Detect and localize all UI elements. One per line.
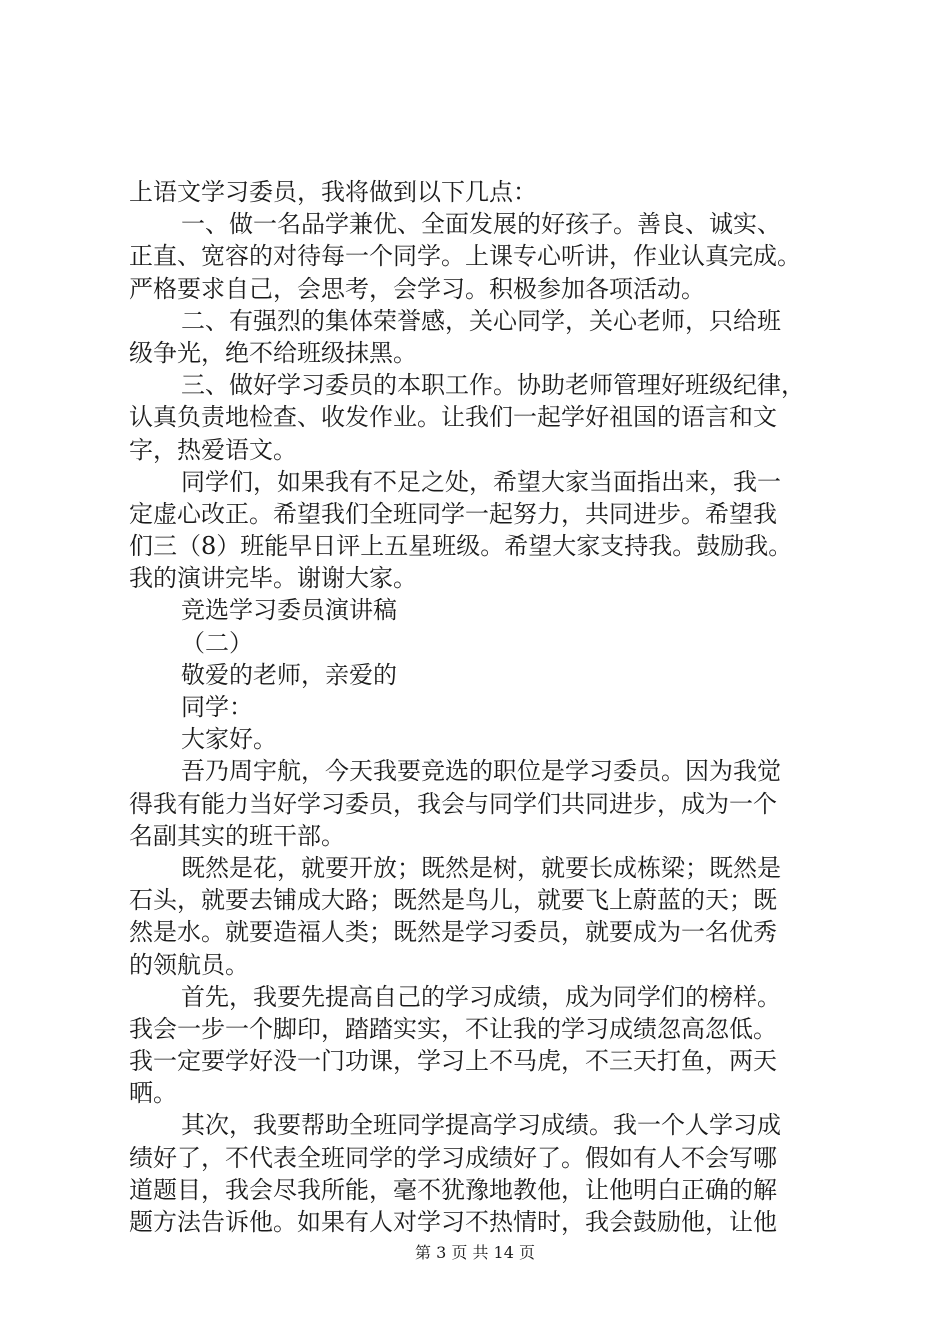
text-line: 首先，我要先提高自己的学习成绩，成为同学们的榜样。: [181, 982, 781, 1011]
text-line: 名副其实的班干部。: [129, 821, 345, 850]
text-line: 级争光，绝不给班级抹黑。: [129, 338, 417, 367]
text-line: 我的演讲完毕。谢谢大家。: [129, 564, 417, 593]
text-line: 敬爱的老师，亲爱的: [181, 660, 397, 689]
text-line: 二、有强烈的集体荣誉感，关心同学，关心老师，只给班: [181, 306, 781, 335]
text-line: 我一定要学好没一门功课，学习上不马虎，不三天打鱼，两天: [129, 1047, 777, 1076]
text-line: 我会一步一个脚印，踏踏实实，不让我的学习成绩忽高忽低。: [129, 1014, 777, 1043]
page-footer: 第 3 页 共 14 页: [415, 1243, 535, 1262]
document-body: [129, 176, 841, 1238]
text-line: 的领航员。: [129, 950, 249, 979]
text-line: 然是水。就要造福人类；既然是学习委员，就要成为一名优秀: [129, 918, 777, 947]
text-line: 正直、宽容的对待每一个同学。上课专心听讲，作业认真完成。: [129, 242, 801, 271]
text-line: 吾乃周宇航，今天我要竞选的职位是学习委员。因为我觉: [181, 757, 781, 786]
text-line: 绩好了，不代表全班同学的学习成绩好了。假如有人不会写哪: [129, 1143, 777, 1172]
text-line: 一、做一名品学兼优、全面发展的好孩子。善良、诚实、: [181, 210, 781, 239]
text-line: 认真负责地检查、收发作业。让我们一起学好祖国的语言和文: [129, 403, 777, 432]
text-line: 大家好。: [181, 725, 277, 754]
text-line: 定虚心改正。希望我们全班同学一起努力，共同进步。希望我: [129, 499, 777, 528]
text-line: 上语文学习委员，我将做到以下几点：: [129, 178, 537, 206]
text-line: （二）: [181, 628, 253, 657]
text-line: 题方法告诉他。如果有人对学习不热情时，我会鼓励他，让他: [129, 1208, 777, 1236]
text-line: 字，热爱语文。: [129, 435, 297, 464]
text-line: 同学们，如果我有不足之处，希望大家当面指出来，我一: [181, 467, 781, 496]
text-line: 严格要求自己，会思考，会学习。积极参加各项活动。: [129, 274, 705, 303]
text-line: 其次，我要帮助全班同学提高学习成绩。我一个人学习成: [181, 1111, 781, 1140]
text-line: 道题目，我会尽我所能，毫不犹豫地教他，让他明白正确的解: [129, 1175, 777, 1204]
text-line: 三、做好学习委员的本职工作。协助老师管理好班级纪律，: [181, 371, 805, 400]
text-line: 既然是花，就要开放；既然是树，就要长成栋梁；既然是: [181, 853, 781, 882]
text-line: 们三（8）班能早日评上五星班级。希望大家支持我。鼓励我。: [129, 532, 793, 561]
text-line: 得我有能力当好学习委员，我会与同学们共同进步，成为一个: [129, 789, 777, 818]
text-line: 石头，就要去铺成大路；既然是鸟儿，就要飞上蔚蓝的天；既: [129, 886, 777, 915]
text-line: 同学：: [181, 693, 253, 721]
text-line: 晒。: [129, 1079, 177, 1108]
text-line: 竞选学习委员演讲稿: [181, 596, 397, 625]
